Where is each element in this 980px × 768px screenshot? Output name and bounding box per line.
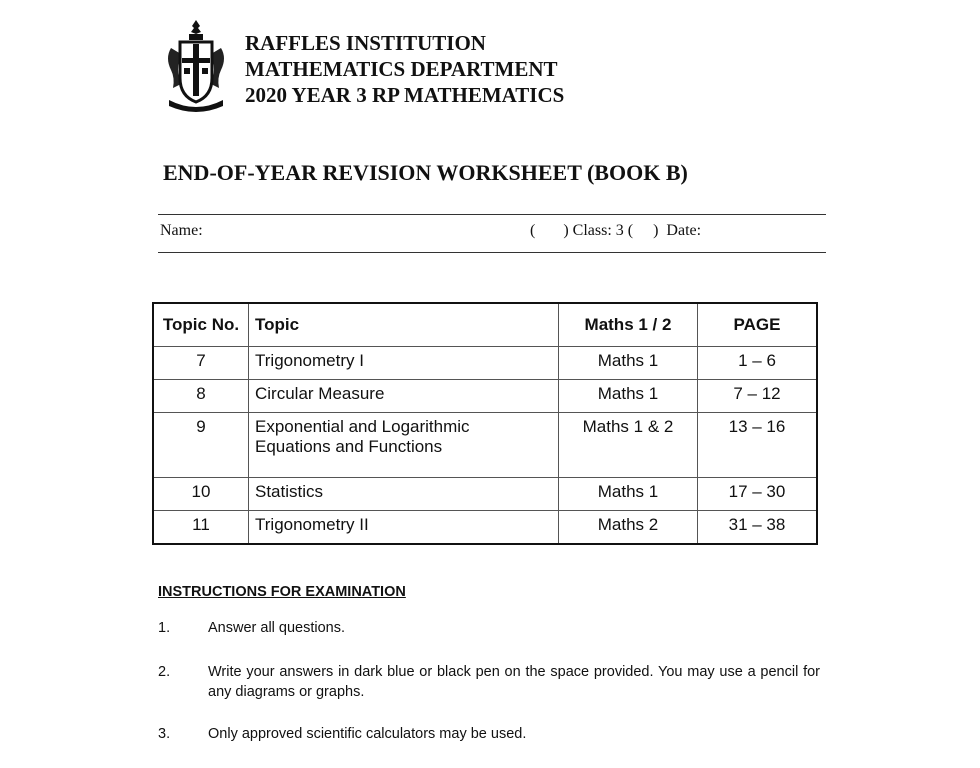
cell-topic-no: 7 [153,347,249,380]
class-date-label: ( ) Class: 3 ( ) Date: [530,222,702,239]
cell-page: 13 – 16 [698,413,818,478]
school-name: RAFFLES INSTITUTION [245,31,486,55]
table-row [153,413,817,478]
table-row [153,347,817,380]
cell-topic: Trigonometry II [249,511,559,545]
topics-table [152,302,818,545]
cell-topic-no: 9 [153,413,249,478]
cell-maths: Maths 1 & 2 [559,413,698,478]
school-header [245,30,564,108]
instruction-number: 3. [158,726,171,742]
instructions-section [158,584,820,744]
cell-page: 1 – 6 [698,347,818,380]
cell-page: 17 – 30 [698,478,818,511]
instruction-text: Only approved scientific calculators may be used. [208,726,527,742]
table-row [153,478,817,511]
table-header-row [153,303,817,347]
instruction-item [158,618,820,638]
cell-topic-no: 10 [153,478,249,511]
instruction-item [158,724,820,744]
instructions-heading: INSTRUCTIONS FOR EXAMINATION [158,584,406,600]
table-row [153,511,817,545]
cell-topic: Statistics [249,478,559,511]
header-topic: Topic [249,303,559,347]
header-maths: Maths 1 / 2 [559,303,698,347]
department-name: MATHEMATICS DEPARTMENT [245,57,558,81]
cell-topic [249,413,559,478]
instruction-text: Write your answers in dark blue or black pen on the space provided. You may use a pencil for any diagrams or graphs. [208,664,820,700]
cell-topic: Circular Measure [249,380,559,413]
cell-page: 31 – 38 [698,511,818,545]
cell-maths: Maths 1 [559,478,698,511]
instruction-number: 1. [158,620,171,636]
header-topic-no: Topic No. [153,303,249,347]
worksheet-title: END-OF-YEAR REVISION WORKSHEET (BOOK B) [163,160,688,185]
cell-maths: Maths 1 [559,380,698,413]
raffles-crest-icon [165,18,227,114]
course-name: 2020 YEAR 3 RP MATHEMATICS [245,83,565,107]
cell-maths: Maths 1 [559,347,698,380]
divider [158,252,826,253]
cell-topic-line: Exponential and Logarithmic [255,417,470,436]
name-label: Name: [160,222,203,239]
cell-maths: Maths 2 [559,511,698,545]
cell-topic-line: Equations and Functions [255,437,443,456]
instruction-text: Answer all questions. [208,620,346,636]
cell-page: 7 – 12 [698,380,818,413]
cell-topic-no: 8 [153,380,249,413]
divider [158,214,826,215]
instruction-item [158,662,820,702]
instruction-number: 2. [158,664,171,680]
header-page: PAGE [698,303,818,347]
cell-topic-no: 11 [153,511,249,545]
table-row [153,380,817,413]
cell-topic: Trigonometry I [249,347,559,380]
